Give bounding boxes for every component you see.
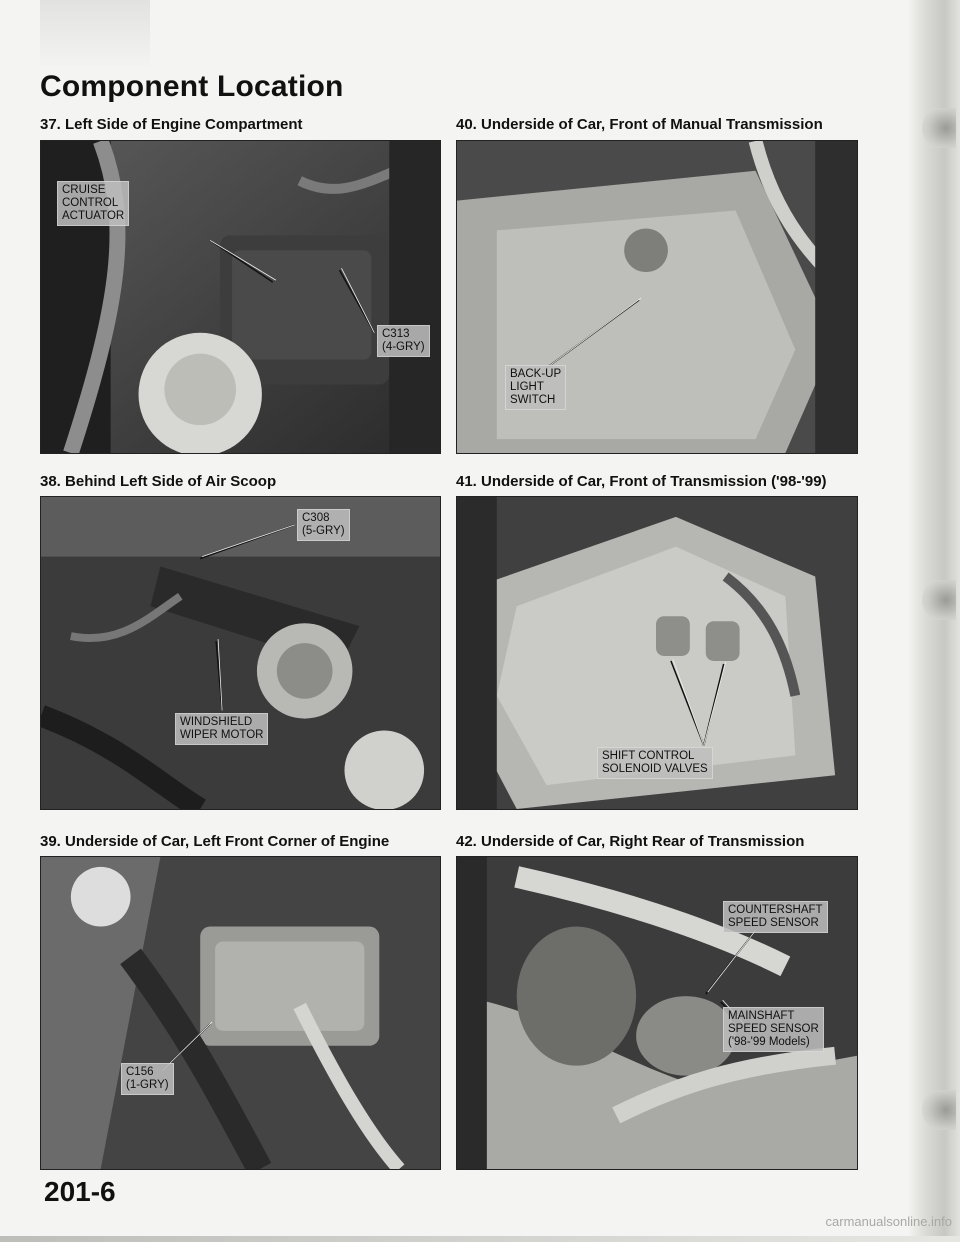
scan-shadow: [40, 0, 150, 70]
callout-c308: C308 (5-GRY): [297, 509, 350, 541]
binder-hole: [922, 580, 956, 620]
binder-edge: [908, 0, 960, 1242]
panel-39-caption: 39. Underside of Car, Left Front Corner of Engine: [40, 833, 390, 850]
callout-c313: C313 (4-GRY): [377, 325, 430, 357]
panel-40-photo: [456, 140, 858, 454]
air-scoop-photo: [41, 497, 440, 809]
callout-back-up-light-switch: BACK-UP LIGHT SWITCH: [505, 365, 566, 410]
panel-42-caption: 42. Underside of Car, Right Rear of Transmission: [456, 833, 805, 850]
panel-41-caption: 41. Underside of Car, Front of Transmission ('98-'99): [456, 473, 827, 490]
page-number: 201-6: [44, 1176, 116, 1207]
callout-c156: C156 (1-GRY): [121, 1063, 174, 1095]
panel-38-caption: 38. Behind Left Side of Air Scoop: [40, 473, 277, 490]
page-title: Component Location: [40, 70, 344, 103]
callout-mainshaft-speed-sensor: MAINSHAFT SPEED SENSOR ('98-'99 Models): [723, 1007, 824, 1052]
callout-cruise-control-actuator: CRUISE CONTROL ACTUATOR: [57, 181, 129, 226]
panel-41-photo: [456, 496, 858, 810]
callout-windshield-wiper-motor: WINDSHIELD WIPER MOTOR: [175, 713, 268, 745]
footer-rule: [0, 1236, 960, 1242]
panel-37-caption: 37. Left Side of Engine Compartment: [40, 116, 303, 133]
binder-hole: [922, 1090, 956, 1130]
panel-40-caption: 40. Underside of Car, Front of Manual Transmission: [456, 116, 823, 133]
panel-39-photo: [40, 856, 441, 1170]
panel-37-photo: [40, 140, 441, 454]
panel-42-photo: [456, 856, 858, 1170]
callout-countershaft-speed-sensor: COUNTERSHAFT SPEED SENSOR: [723, 901, 828, 933]
panel-38-photo: [40, 496, 441, 810]
binder-hole: [922, 108, 956, 148]
watermark-text: carmanualsonline.info: [825, 1214, 952, 1229]
callout-shift-control-solenoid-valves: SHIFT CONTROL SOLENOID VALVES: [597, 747, 713, 779]
engine-corner-photo: [41, 857, 440, 1169]
